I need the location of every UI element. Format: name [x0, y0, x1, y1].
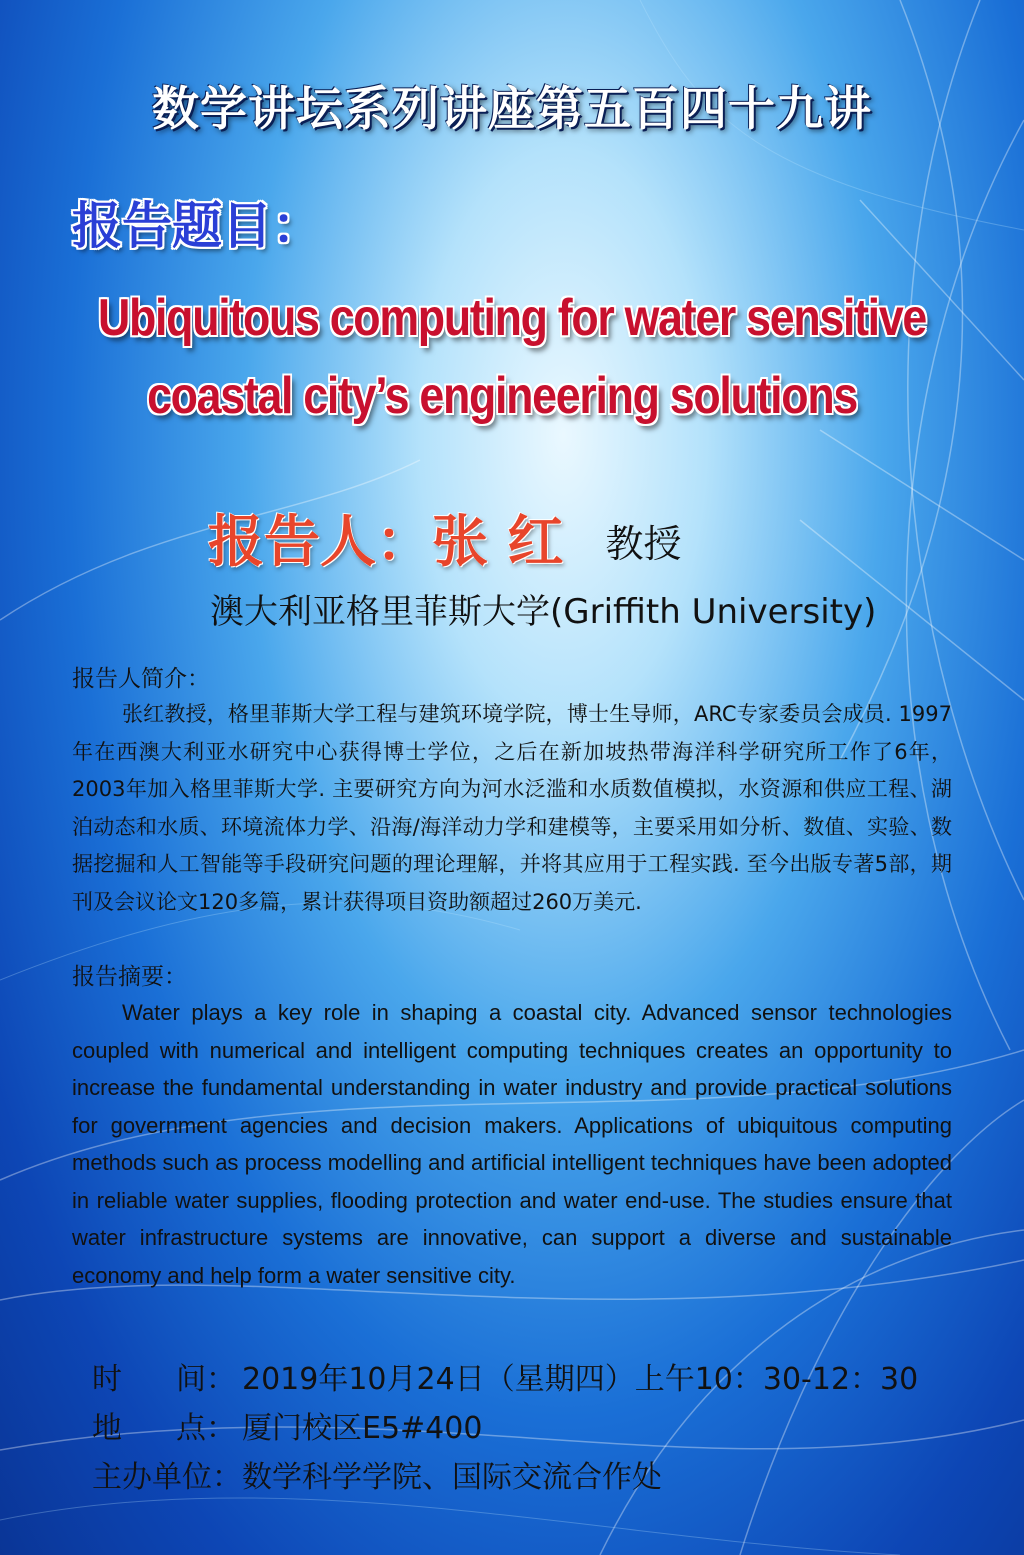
- place-value: 厦门校区E5#400: [242, 1411, 483, 1446]
- speaker-rank: 教授: [605, 522, 682, 566]
- talk-title-line2: coastal city’s engineering solutions: [147, 367, 857, 425]
- time-value: 2019年10月24日（星期四）上午10：30-12：30: [242, 1362, 919, 1397]
- bio-label: 报告人简介：: [72, 666, 210, 692]
- topic-heading: 报告题目：: [72, 197, 322, 255]
- host-value: 数学科学学院、国际交流合作处: [242, 1460, 662, 1495]
- abstract-label: 报告摘要：: [72, 964, 187, 990]
- place-row: [92, 1403, 482, 1447]
- speaker-line: [208, 498, 682, 578]
- talk-title-line1: Ubiquitous computing for water sensitive: [98, 289, 926, 347]
- time-row: [92, 1354, 918, 1398]
- speaker-name: 报告人：张 红: [208, 510, 564, 575]
- series-title: 数学讲坛系列讲座第五百四十九讲: [152, 82, 872, 137]
- speaker-affiliation: 澳大利亚格里菲斯大学(Griffith University): [210, 592, 877, 632]
- bio-text: 张红教授，格里菲斯大学工程与建筑环境学院，博士生导师，ARC专家委员会成员. 1997年在西澳大利亚水研究中心获得博士学位，之后在新加坡热带海洋科学研究所工作了6年，2003年加入格里菲斯大学. 主要研究方向为河水泛滥和水质数值模拟，水资源和供应工程、湖泊动态和水质、环境流体力学、沿海/海洋动力学和建模等，主要采用如分析、数值、实验、数据挖掘和人工智能等手段研究问题的理论理解，并将其应用于工程实践. 至今出版专著5部，期刊及会议论文120多篇，累计获得项目资助额超过260万美元.: [72, 702, 952, 914]
- place-label: 地 点：: [92, 1411, 236, 1446]
- time-label: 时 间：: [92, 1362, 236, 1397]
- abstract-text: Water plays a key role in shaping a coastal city. Advanced sensor technologies coupled with numerical and intelligent computing techniques creates an opportunity to increase the fundamental understanding in water industry and provide practical solutions for government agencies and decision makers. Applications of ubiquitous computing methods such as process modelling and artificial intelligent techniques have been adopted in reliable water supplies, flooding protection and water end-use. The studies ensure that water infrastructure systems are innovative, can support a diverse and sustainable economy and help form a water sensitive city.: [72, 1000, 952, 1288]
- host-label: 主办单位：: [92, 1460, 242, 1495]
- host-row: [92, 1452, 662, 1496]
